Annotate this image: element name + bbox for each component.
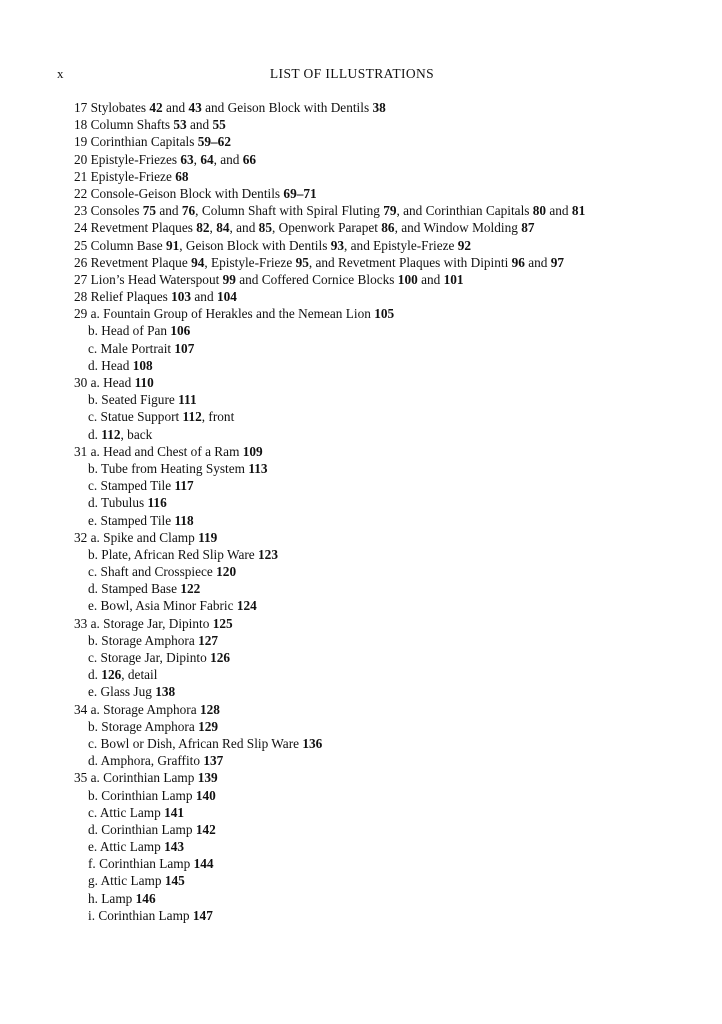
illustration-ref-number: 53 [173, 117, 187, 133]
entry-text: 19 Corinthian Capitals [74, 134, 198, 150]
list-subitem [74, 683, 704, 700]
list-item [74, 288, 704, 305]
illustration-ref-number: 113 [248, 460, 268, 476]
entry-text: 22 Console-Geison Block with Dentils [74, 185, 284, 201]
illustration-ref-number: 146 [135, 890, 156, 906]
illustration-ref-number: 95 [295, 254, 309, 270]
illustration-ref-number: 144 [193, 856, 214, 872]
illustration-ref-number: 123 [258, 546, 278, 562]
list-subitem [74, 340, 704, 357]
entry-text: 35 a. Corinthian Lamp [74, 770, 198, 786]
illustration-ref-number: 100 [397, 271, 418, 287]
illustration-ref-number: 117 [174, 478, 194, 494]
illustration-ref-number: 42 [149, 100, 163, 115]
illustration-ref-number: 59–62 [197, 134, 231, 150]
list-subitem [74, 838, 704, 855]
entry-text: 31 a. Head and Chest of a Ram [74, 443, 243, 459]
illustration-ref-number: 124 [236, 598, 257, 614]
illustration-ref-number: 125 [212, 615, 233, 631]
illustration-ref-number: 139 [197, 770, 218, 786]
entry-text: c. Attic Lamp [88, 804, 165, 820]
illustration-ref-number: 76 [181, 203, 196, 219]
entry-text: b. Seated Figure [88, 392, 179, 408]
entry-text: , and Window Molding [394, 220, 522, 236]
illustration-ref-number: 145 [164, 873, 185, 889]
entry-text: 20 Epistyle-Friezes [74, 151, 181, 167]
list-subitem [74, 477, 704, 494]
entry-text: and Coffered Cornice Blocks [235, 271, 398, 287]
list-item [74, 443, 704, 460]
entry-text: 24 Revetment Plaques [74, 220, 197, 236]
entry-text: d. [88, 667, 102, 683]
list-subitem [74, 408, 704, 425]
illustration-ref-number: 97 [550, 254, 565, 270]
entry-text: 33 a. Storage Jar, Dipinto [74, 615, 213, 631]
list-subitem [74, 752, 704, 769]
list-item [74, 701, 704, 718]
illustration-ref-number: 43 [188, 100, 202, 115]
list-subitem [74, 787, 704, 804]
list-item [74, 168, 704, 185]
entry-text: 34 a. Storage Amphora [74, 701, 200, 717]
entry-text: and [156, 203, 182, 219]
entry-text: and Geison Block with Dentils [201, 100, 373, 115]
list-subitem [74, 460, 704, 477]
list-item [74, 237, 704, 254]
list-subitem [74, 735, 704, 752]
illustration-ref-number: 91 [165, 237, 180, 253]
list-item [74, 254, 704, 271]
entry-text: and [191, 289, 217, 305]
list-item [74, 769, 704, 786]
illustration-ref-number: 122 [180, 581, 201, 597]
entry-text: 23 Consoles [74, 203, 143, 219]
list-item [74, 219, 704, 236]
entry-text: b. Plate, African Red Slip Ware [88, 546, 259, 562]
list-item [74, 151, 704, 168]
entry-text: h. Lamp [88, 890, 136, 906]
illustration-ref-number: 81 [571, 203, 586, 219]
list-item [74, 271, 704, 288]
entry-text: and [162, 100, 189, 115]
list-subitem [74, 872, 704, 889]
illustration-ref-number: 127 [198, 632, 219, 648]
entry-text: 18 Column Shafts [74, 117, 174, 133]
entry-text: 32 a. Spike and Clamp [74, 529, 199, 545]
entry-text: , and [213, 151, 243, 167]
entry-text: , Epistyle-Frieze [204, 254, 296, 270]
running-title: LIST OF ILLUSTRATIONS [269, 66, 435, 81]
entry-text: b. Head of Pan [88, 323, 171, 339]
illustration-ref-number: 92 [457, 237, 472, 253]
list-subitem [74, 546, 704, 563]
illustration-ref-number: 126 [210, 650, 231, 665]
illustration-ref-number: 104 [216, 289, 237, 305]
entry-text: e. Stamped Tile [88, 512, 175, 528]
illustration-ref-number: 105 [374, 306, 395, 322]
entry-text: e. Bowl, Asia Minor Fabric [88, 598, 237, 614]
list-subitem [74, 666, 704, 683]
entry-text: b. Storage Amphora [88, 632, 199, 648]
illustration-ref-number: 116 [147, 495, 167, 511]
entry-text: d. Corinthian Lamp [88, 821, 196, 837]
list-subitem [74, 494, 704, 511]
illustration-list [74, 99, 704, 924]
entry-text: c. Statue Support [88, 409, 183, 425]
entry-text: , and [229, 220, 259, 236]
entry-text: , [209, 220, 217, 236]
illustration-ref-number: 99 [222, 271, 236, 287]
entry-text: 21 Epistyle-Frieze [74, 168, 176, 184]
illustration-ref-number: 84 [216, 220, 230, 236]
entry-text: 29 a. Fountain Group of Herakles and the Nemean Lion [74, 306, 375, 322]
entry-text: 27 Lion’s Head Waterspout [74, 271, 223, 287]
list-subitem [74, 718, 704, 735]
entry-text: d. [88, 426, 102, 442]
illustration-ref-number: 129 [198, 718, 219, 734]
entry-text: e. Attic Lamp [88, 839, 165, 855]
illustration-ref-number: 138 [155, 684, 176, 700]
illustration-ref-number: 107 [174, 340, 195, 356]
entry-text: c. Male Portrait [88, 340, 175, 356]
list-subitem [74, 804, 704, 821]
illustration-ref-number: 128 [199, 701, 220, 717]
illustration-ref-number: 118 [174, 512, 194, 528]
entry-text: , and Epistyle-Frieze [344, 237, 458, 253]
illustration-ref-number: 68 [175, 168, 189, 184]
illustration-ref-number: 141 [164, 804, 185, 820]
entry-text: , back [120, 426, 153, 442]
illustration-ref-number: 112 [101, 426, 121, 442]
illustration-ref-number: 101 [443, 271, 464, 287]
entry-text: , Column Shaft with Spiral Fluting [195, 203, 384, 219]
list-item [74, 615, 704, 632]
entry-text: b. Corinthian Lamp [88, 787, 196, 803]
illustration-ref-number: 63 [180, 151, 194, 167]
entry-text: 25 Column Base [74, 237, 166, 253]
illustration-ref-number: 64 [200, 151, 214, 167]
list-subitem [74, 580, 704, 597]
list-subitem [74, 649, 704, 666]
illustration-ref-number: 103 [171, 289, 192, 305]
illustration-ref-number: 143 [164, 839, 185, 855]
list-subitem [74, 426, 704, 443]
illustration-ref-number: 85 [258, 220, 272, 236]
entry-text: f. Corinthian Lamp [88, 856, 194, 872]
illustration-ref-number: 142 [195, 821, 216, 837]
entry-text: 17 Stylobates [74, 100, 150, 115]
entry-text: , [193, 151, 201, 167]
list-subitem [74, 855, 704, 872]
entry-text: b. Tube from Heating System [88, 460, 249, 476]
illustration-ref-number: 86 [381, 220, 395, 236]
entry-text: 26 Revetment Plaque [74, 254, 192, 270]
entry-text: 28 Relief Plaques [74, 289, 172, 305]
list-item [74, 185, 704, 202]
list-subitem [74, 597, 704, 614]
list-item [74, 374, 704, 391]
illustration-ref-number: 126 [101, 667, 122, 683]
entry-text: e. Glass Jug [88, 684, 156, 700]
entry-text: c. Bowl or Dish, African Red Slip Ware [88, 735, 303, 751]
page-header [57, 66, 647, 84]
illustration-ref-number: 69–71 [283, 185, 317, 201]
illustration-ref-number: 111 [178, 392, 197, 408]
illustration-ref-number: 94 [191, 254, 205, 270]
list-item [74, 99, 704, 116]
illustration-ref-number: 147 [192, 907, 213, 923]
illustration-ref-number: 93 [330, 237, 344, 253]
list-item [74, 116, 704, 133]
list-item [74, 529, 704, 546]
list-subitem [74, 632, 704, 649]
illustration-ref-number: 66 [242, 151, 257, 167]
illustration-ref-number: 112 [182, 409, 202, 425]
entry-text: d. Tubulus [88, 495, 148, 511]
list-subitem [74, 890, 704, 907]
entry-text: d. Stamped Base [88, 581, 181, 597]
list-subitem [74, 322, 704, 339]
entry-text: and [546, 203, 572, 219]
illustration-ref-number: 79 [383, 203, 397, 219]
entry-text: i. Corinthian Lamp [88, 907, 193, 923]
illustration-ref-number: 136 [302, 735, 323, 751]
entry-text: c. Shaft and Crosspiece [88, 564, 217, 580]
illustration-ref-number: 55 [212, 117, 226, 133]
entry-text: , Geison Block with Dentils [179, 237, 331, 253]
illustration-ref-number: 119 [198, 529, 218, 545]
illustration-ref-number: 108 [132, 357, 153, 373]
entry-text: and [417, 271, 444, 287]
page-number: x [57, 66, 64, 81]
list-subitem [74, 907, 704, 924]
illustration-ref-number: 110 [134, 375, 154, 390]
list-item [74, 305, 704, 322]
entry-text: , detail [121, 667, 158, 683]
illustration-ref-number: 80 [532, 203, 547, 219]
entry-text: 30 a. Head [74, 375, 135, 390]
illustration-ref-number: 96 [511, 254, 525, 270]
illustration-ref-number: 137 [203, 753, 224, 769]
illustration-ref-number: 38 [372, 100, 386, 115]
entry-text: , and Revetment Plaques with Dipinti [308, 254, 512, 270]
list-subitem [74, 357, 704, 374]
entry-text: , Openwork Parapet [271, 220, 382, 236]
entry-text: , front [201, 409, 235, 425]
entry-text: and [186, 117, 213, 133]
illustration-ref-number: 109 [242, 443, 263, 459]
entry-text: c. Stamped Tile [88, 478, 175, 494]
list-subitem [74, 563, 704, 580]
list-subitem [74, 512, 704, 529]
illustration-ref-number: 106 [170, 323, 191, 339]
entry-text: g. Attic Lamp [88, 873, 165, 889]
entry-text: and [524, 254, 551, 270]
illustration-ref-number: 87 [521, 220, 535, 236]
illustration-ref-number: 75 [142, 203, 157, 219]
entry-text: d. Head [88, 357, 133, 373]
entry-text: , and Corinthian Capitals [396, 203, 533, 219]
list-item [74, 202, 704, 219]
entry-text: c. Storage Jar, Dipinto [88, 650, 211, 665]
illustration-ref-number: 140 [195, 787, 216, 803]
list-item [74, 133, 704, 150]
illustration-ref-number: 82 [196, 220, 210, 236]
list-subitem [74, 821, 704, 838]
list-subitem [74, 391, 704, 408]
entry-text: d. Amphora, Graffito [88, 753, 204, 769]
entry-text: b. Storage Amphora [88, 718, 199, 734]
illustration-ref-number: 120 [216, 564, 237, 580]
